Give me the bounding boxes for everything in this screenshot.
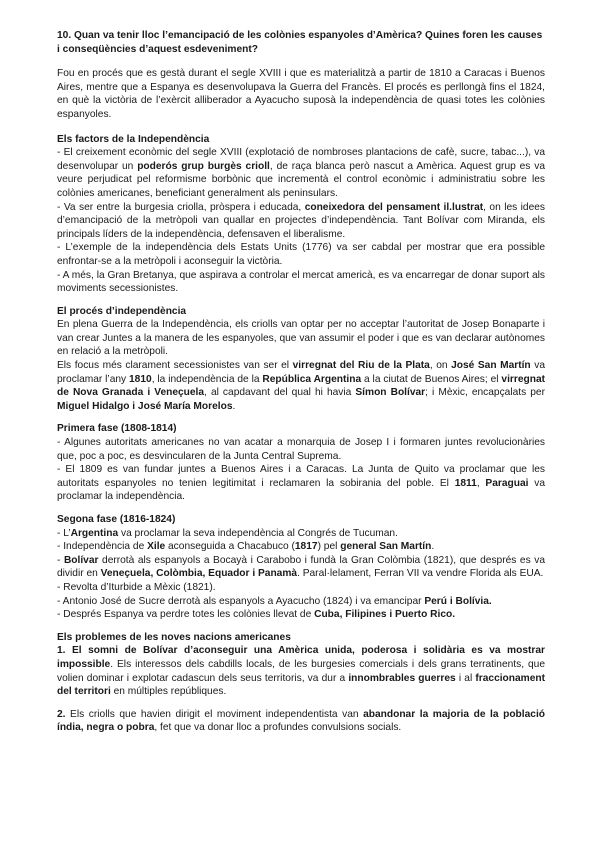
phase2-item-4: - Revolta d’Iturbide a Mèxic (1821). — [57, 581, 216, 593]
phase2-section — [57, 513, 545, 622]
problems-paragraph-2: 2. Els criolls que havien dirigit el moviment independentista van abandonar la majoria de la població índia, negra o pobra, fet que va donar lloc a profundes convulsions socials. — [57, 708, 545, 734]
factors-paragraph-2: - Va ser entre la burgesia criolla, pròspera i educada, coneixedora del pensament il.lustrat, on les idees d’emancipació de la metròpoli van quallar en projectes d’independència. Tant Bolívar com Miranda, els principals líders de la independència, defensaven el liberalisme. — [57, 201, 546, 240]
factors-paragraph-1: - El creixement econòmic del segle XVIII (explotació de nombroses plantacions de cafè, sucre, tabac...), va desenvolupar un poderós grup burgès crioll, de raça blanca però nascut a Amèrica. Aquest grup es va veure perjudicat pel reformisme borbònic que incrementà el control econòmic i administratiu sobre les colònies americanes, beneficiant generalment als peninsulars. — [57, 147, 545, 199]
factors-heading: Els factors de la Independència — [57, 133, 210, 145]
intro-paragraph: Fou en procés que es gestà durant el segle XVIII i que es materialitzà a partir de 1810 a Caracas i Buenos Aires, mentre que a Espanya es desenvolupava la Guerra del Francès. El procés es perllongà fins el 1824, en què la victòria de l’exèrcit alliberador a Ayacucho suposà la independència de quasi totes les colònies espanyoles. — [57, 68, 545, 120]
question-title: 10. Quan va tenir lloc l’emancipació de les colònies espanyoles d’Amèrica? Quines foren les causes i conseqüències d’aquest esdeveniment? — [57, 30, 543, 55]
process-heading: El procés d’independència — [57, 305, 187, 317]
factors-paragraph-4: - A més, la Gran Bretanya, que aspirava a controlar el mercat americà, es va encarregar de donar suport als moviments secessionistes. — [57, 269, 545, 295]
problems-heading: Els problemes de les noves nacions americanes — [57, 631, 291, 643]
process-section — [57, 305, 545, 414]
phase2-item-5: - Antonio José de Sucre derrotà als espanyols a Ayacucho (1824) i va emancipar Perú i Bolívia. — [57, 595, 492, 607]
factors-paragraph-3: - L’exemple de la independència dels Estats Units (1776) va ser cabdal per mostrar que era possible enfrontar-se a la metròpoli i aconseguir la victòria. — [57, 242, 545, 267]
document-page — [57, 29, 545, 744]
phase2-item-1: - L’Argentina va proclamar la seva independència al Congrés de Tucuman. — [57, 527, 398, 539]
process-paragraph-2: Els focus més clarament secessionistes van ser el virregnat del Riu de la Plata, on José San Martín va proclamar l’any 1810, la independència de la República Argentina a la ciutat de Buenos Aires; el virregnat de Nova Granada i Veneçuela, al capdavant del qual hi havia Símon Bolívar; i Mèxic, encapçalats per Miguel Hidalgo i José María Morelos. — [57, 360, 546, 412]
phase2-heading: Segona fase (1816-1824) — [57, 514, 176, 525]
phase1-section — [57, 422, 545, 504]
phase1-paragraph-1: - Algunes autoritats americanes no van acatar a monarquia de Josep I i formaren juntes revolucionàries que, poc a poc, es desvincularen de la Junta Central Suprema. — [57, 437, 545, 462]
factors-section — [57, 133, 545, 296]
phase2-item-3: - Bolívar derrotà als espanyols a Bocayà i Carabobo i fundà la Gran Colòmbia (1821), que després es va dividir en Veneçuela, Colòmbia, Equador i Panamà. Paral·lelament, Ferran VII va vendre Florida als EUA. — [57, 554, 545, 580]
problems-paragraph-1: 1. El somni de Bolívar d’aconseguir una Amèrica unida, poderosa i solidària es va mostrar impossible. Els interessos dels cabdills locals, de les burgesies comercials i dels grans terratinents, que volien dominar i explotar cadascun dels seus territoris, va dur a innombrables guerres i al fraccionament del territori en múltiples repúbliques. — [57, 645, 546, 698]
phase1-heading: Primera fase (1808-1814) — [57, 423, 177, 435]
process-paragraph-1: En plena Guerra de la Independència, els criolls van optar per no acceptar l’autoritat de Josep Bonaparte i van crear Juntes a la manera de les espanyoles, que van assumir el poder i que es van declarar autònomes en relació a la metròpoli. — [57, 319, 545, 358]
phase2-item-6: - Després Espanya va perdre totes les colònies llevat de Cuba, Filipines i Puerto Rico. — [57, 609, 456, 621]
problems-section — [57, 631, 545, 735]
phase2-item-2: - Independència de Xile aconseguida a Chacabuco (1817) pel general San Martín. — [57, 541, 435, 553]
phase1-paragraph-2: - El 1809 es van fundar juntes a Buenos Aires i a Caracas. La Junta de Quito va proclamar que les autoritats espanyoles no tenien legitimitat i reclamaren la sobirania del poble. El 1811, Paraguai va proclamar la independència. — [57, 464, 545, 503]
